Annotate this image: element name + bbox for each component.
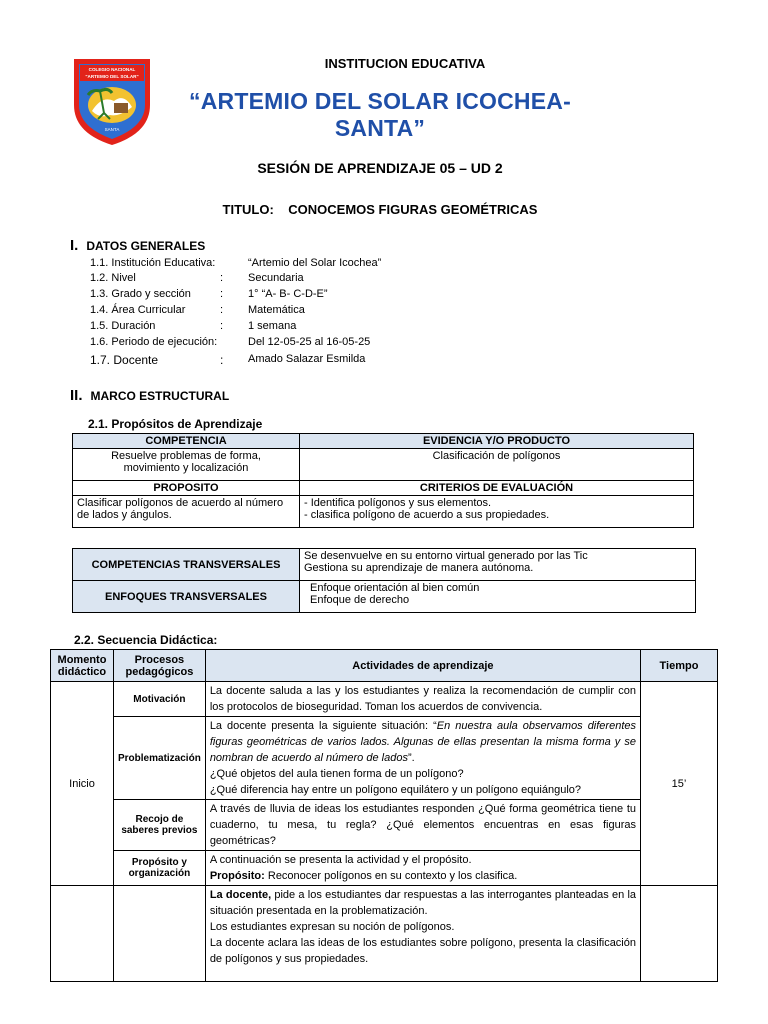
enfoques-transversales-cell: Enfoque orientación al bien común Enfoque de derecho (300, 581, 696, 613)
header-procesos: Procesos pedagógicos (114, 650, 206, 682)
header-criterios: CRITERIOS DE EVALUACIÓN (300, 481, 694, 496)
school-crest-logo (70, 55, 154, 147)
actividad-motivacion: La docente saluda a las y los estudiantes y realiza la recomendación de cumplir con los protocolos de bioseguridad. Toman los acuerdos de convivencia. (205, 682, 640, 717)
proceso-problematizacion: Problematización (114, 717, 206, 800)
tiempo-inicio: 15’ (641, 682, 718, 886)
header-actividades: Actividades de aprendizaje (205, 650, 640, 682)
section-1-number: I. (70, 237, 79, 254)
header-tiempo: Tiempo (641, 650, 718, 682)
momento-desarrollo (51, 886, 114, 982)
school-name: “ARTEMIO DEL SOLAR ICOCHEA-SANTA” (189, 88, 571, 141)
header-momento: Momento didáctico (51, 650, 114, 682)
momento-inicio: Inicio (51, 682, 114, 886)
section-2-title: MARCO ESTRUCTURAL (90, 389, 230, 403)
sequence-table (50, 649, 718, 982)
section-1-title: DATOS GENERALES (86, 239, 206, 253)
actividad-desarrollo: La docente, pide a los estudiantes dar respuestas a las interrogantes planteadas en la situación presentada en la problematización. Los estudiantes expresan su noción de polígonos. La docente aclara las ideas de los estudiantes sobre polígono, presenta la clasificación de polígonos y sus propiedades. (205, 886, 640, 982)
proceso-desarrollo (114, 886, 206, 982)
titulo-value: CONOCEMOS FIGURAS GEOMÉTRICAS (288, 202, 538, 217)
logo-top-text-2: "ARTEMIO DEL SOLAR" (85, 74, 139, 79)
header-competencias-transversales: COMPETENCIAS TRANSVERSALES (73, 549, 300, 581)
subsection-2-1-title: 2.1. Propósitos de Aprendizaje (88, 417, 263, 431)
evidencia-cell: Clasificación de polígonos (300, 449, 694, 481)
titulo-label: TITULO: (222, 202, 274, 217)
purpose-table (72, 433, 694, 528)
proceso-motivacion: Motivación (114, 682, 206, 717)
competencia-cell: Resuelve problemas de forma, movimiento y localización (73, 449, 300, 481)
section-1-heading (70, 237, 205, 254)
actividad-proposito: A continuación se presenta la actividad y el propósito. Propósito: Reconocer polígonos en su contexto y los clasifica. (205, 851, 640, 886)
logo-top-text-1: COLEGIO NACIONAL (88, 67, 136, 72)
logo-bottom-text: SANTA (104, 127, 120, 132)
proposito-cell: Clasificar polígonos de acuerdo al número de lados y ángulos. (73, 496, 300, 528)
titulo-line (150, 202, 610, 217)
header-competencia: COMPETENCIA (73, 434, 300, 449)
criterios-cell: - Identifica polígonos y sus elementos. - clasifica polígono de acuerdo a sus propiedades. (300, 496, 694, 528)
datos-generales-list: 1.1. Institución Educativa: “Artemio del Solar Icochea” 1.2. Nivel : Secundaria 1.3. Grado y sección : 1° “A- B- C-D-E” 1.4. Área Curricular : Matemática 1.5. Duración : 1 semana 1.6. Periodo de ejecución: Del 12-05-25 al 16-05-25 1.7. Docente : Amado Salazar Esmilda (90, 257, 382, 367)
proceso-proposito-organizacion: Propósito y organización (114, 851, 206, 886)
session-title: SESIÓN DE APRENDIZAJE 05 – UD 2 (257, 160, 503, 176)
institution-label: INSTITUCION EDUCATIVA (324, 56, 486, 71)
proceso-recojo-saberes: Recojo de saberes previos (114, 800, 206, 851)
header-evidencia: EVIDENCIA Y/O PRODUCTO (300, 434, 694, 449)
competencias-transversales-cell: Se desenvuelve en su entorno virtual generado por las Tic Gestiona su aprendizaje de manera autónoma. (300, 549, 696, 581)
tiempo-desarrollo (641, 886, 718, 982)
actividad-problematizacion: La docente presenta la siguiente situación: “En nuestra aula observamos diferentes figuras geométricas de varios lados. Algunas de ellas presentan la misma forma y se nombran de acuerdo al número de lados”. ¿Qué objetos del aula tienen forma de un polígono? ¿Qué diferencia hay entre un polígono equilátero y un polígono equiángulo? (205, 717, 640, 800)
section-2-number: II. (70, 387, 83, 404)
actividad-recojo-saberes: A través de lluvia de ideas los estudiantes responden ¿Qué forma geométrica tiene tu cuaderno, tu mesa, tu regla? ¿Qué elementos encuentras en esas figuras geométricas? (205, 800, 640, 851)
subsection-2-2-title: 2.2. Secuencia Didáctica: (74, 633, 218, 647)
transversal-table (72, 548, 696, 613)
header-proposito: PROPOSITO (73, 481, 300, 496)
header-enfoques-transversales: ENFOQUES TRANSVERSALES (73, 581, 300, 613)
section-2-heading (70, 387, 229, 404)
